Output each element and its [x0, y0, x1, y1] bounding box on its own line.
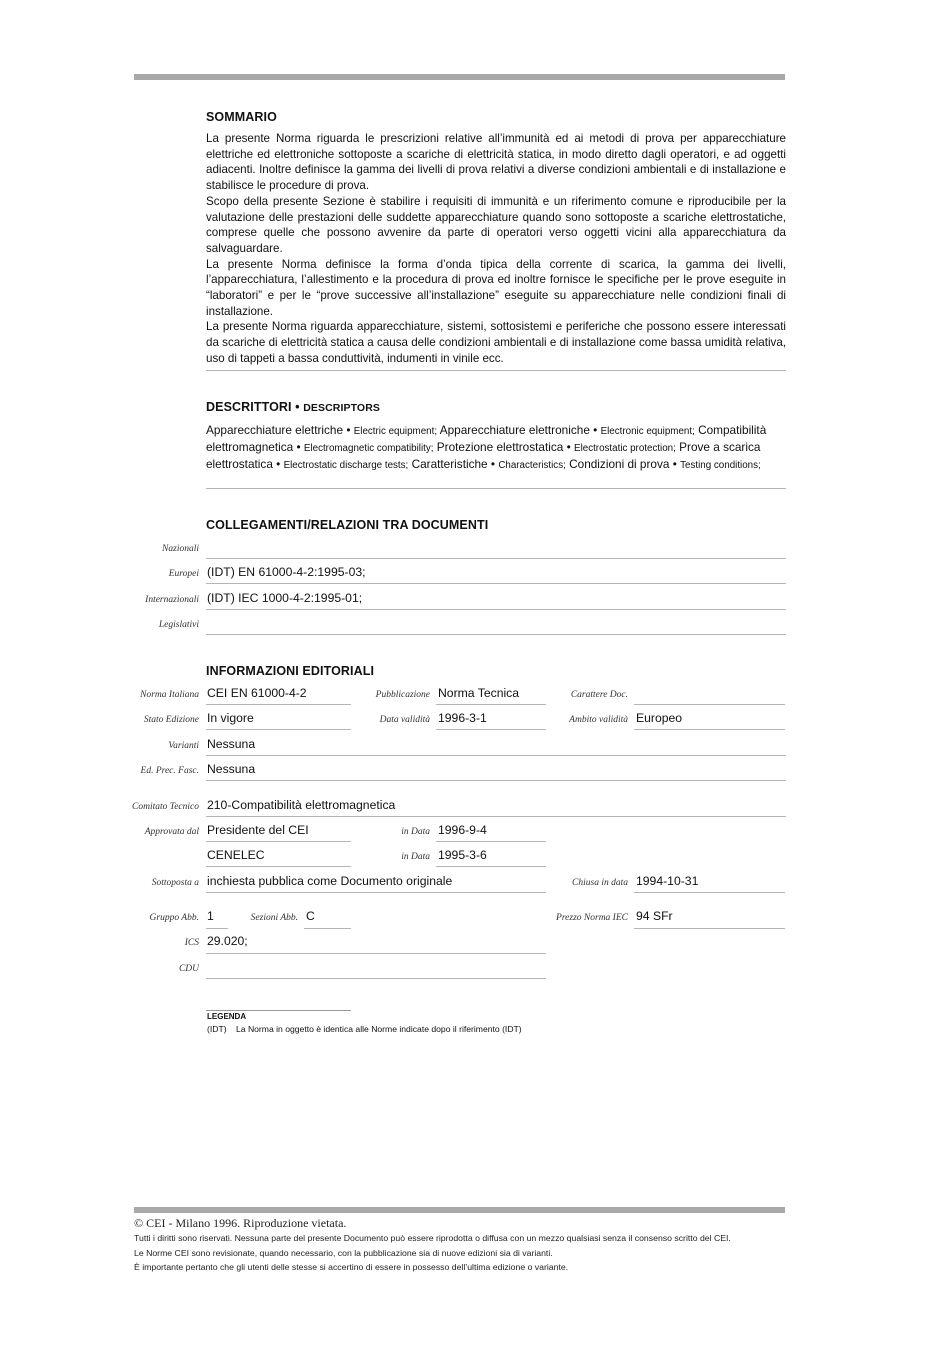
descrittori-title: DESCRITTORI • DESCRIPTORS — [206, 400, 380, 414]
stato-edizione-rule — [206, 729, 351, 730]
ambito-validita-label: Ambito validità — [569, 715, 628, 725]
ics-rule — [206, 953, 546, 954]
ics-value: 29.020; — [207, 934, 248, 948]
in-data-label-2: in Data — [401, 852, 430, 862]
bottom-rule — [134, 1207, 785, 1213]
sommario-paragraph: La presente Norma riguarda apparecchiature, sistemi, sottosistemi e periferiche che possono essere interessati da scariche di elettricità statica a causa delle condizioni ambientali e di installazione come bassa umidità relativa, uso di tappeti a bassa conduttività, indumenti in vinile ecc. — [206, 320, 786, 365]
descriptor-en: Electric equipment; — [353, 426, 438, 437]
legislativi-rule — [206, 634, 786, 635]
descriptor-it: Apparecchiature elettriche — [206, 423, 344, 437]
varianti-value: Nessuna — [207, 737, 256, 751]
pubblicazione-label: Pubblicazione — [375, 690, 430, 700]
chiusa-rule — [634, 892, 785, 893]
comitato-value: 210-Compatibilità elettromagnetica — [207, 798, 396, 812]
internazionali-rule — [206, 609, 786, 610]
sezioni-rule — [304, 928, 351, 929]
ed-prec-label: Ed. Prec. Fasc. — [140, 766, 199, 776]
varianti-rule — [206, 755, 786, 756]
data-validita-label: Data validità — [379, 715, 430, 725]
legenda-rule — [206, 1010, 351, 1011]
approvata-rule-2 — [206, 866, 351, 867]
descriptor-it: Condizioni di prova — [569, 456, 670, 471]
in-data-rule — [436, 841, 546, 842]
stato-edizione-label: Stato Edizione — [143, 715, 199, 725]
prezzo-value: 94 SFr — [636, 909, 673, 923]
europei-rule — [206, 583, 786, 584]
collegamenti-title: COLLEGAMENTI/RELAZIONI TRA DOCUMENTI — [206, 518, 489, 532]
comitato-label: Comitato Tecnico — [132, 802, 199, 812]
ed-prec-rule — [206, 780, 786, 781]
cdu-rule — [206, 978, 546, 979]
sottoposta-label: Sottoposta a — [151, 878, 199, 888]
pubblicazione-value: Norma Tecnica — [438, 686, 520, 700]
sommario-rule — [206, 370, 786, 371]
descrittori-rule — [206, 488, 786, 489]
legislativi-label: Legislativi — [158, 620, 199, 630]
carattere-doc-label: Carattere Doc. — [570, 690, 628, 700]
in-data-label: in Data — [401, 827, 430, 837]
descriptor-en: Electrostatic discharge tests; — [283, 459, 409, 471]
norma-italiana-label: Norma Italiana — [140, 690, 199, 700]
sottoposta-rule — [206, 892, 546, 893]
sommario-paragraph: La presente Norma riguarda le prescrizioni relative all’immunità ed ai metodi di prova per apparecchiature elettriche ed elettroniche sottoposte a scariche di elettricità statica, in modo diretto dagli operatori, e ad oggetti adiacenti. Inoltre definisce la gamma dei livelli di prova relativi a diverse condizioni ambientali e di installazione e stabilisce le procedure di prova. — [206, 132, 786, 193]
in-data-rule-2 — [436, 866, 546, 867]
sezioni-label: Sezioni Abb. — [250, 913, 298, 923]
data-validita-rule — [436, 729, 546, 730]
approvata-value: Presidente del CEI — [207, 823, 309, 837]
approvata-label: Approvata dal — [144, 827, 199, 837]
descriptor-it: Apparecchiature elettroniche — [439, 423, 590, 437]
varianti-label: Varianti — [168, 741, 199, 751]
internazionali-label: Internazionali — [145, 595, 199, 605]
data-validita-value: 1996-3-1 — [438, 711, 487, 725]
sommario-paragraph: La presente Norma definisce la forma d’onda tipica della corrente di scarica, la gamma dei livelli, l’apparecchiatura, l’allestimento e la procedura di prova ed inoltre fornisce le specifiche per le prove eseguite in “laboratori” e per le “prove successive all’installazione” eseguite su apparecchiature nelle condizioni finali di installazione. — [206, 257, 786, 318]
sezioni-value: C — [306, 909, 315, 923]
nazionali-label: Nazionali — [162, 544, 199, 554]
top-rule — [134, 74, 785, 80]
legenda-title: LEGENDA — [207, 1012, 247, 1021]
europei-value: (IDT) EN 61000-4-2:1995-03; — [207, 565, 366, 579]
gruppo-label: Gruppo Abb. — [149, 913, 199, 923]
gruppo-rule — [206, 928, 228, 929]
sottoposta-value: inchiesta pubblica come Documento originale — [207, 874, 453, 888]
descriptor-en: Testing conditions; — [680, 459, 761, 471]
descriptor-en: Electrostatic protection; — [574, 442, 676, 454]
legenda-code: (IDT) — [207, 1024, 227, 1034]
cdu-label: CDU — [178, 964, 199, 974]
descriptor-en: Electromagnetic compatibility; — [303, 442, 434, 454]
descrittori-title-en: DESCRIPTORS — [303, 402, 380, 414]
descrittori-title-it: DESCRITTORI — [206, 400, 292, 414]
nazionali-rule — [206, 558, 786, 559]
europei-label: Europei — [168, 569, 199, 579]
descrittori-list: Apparecchiature elettriche • Electric equipment; Apparecchiature elettroniche • Electronic equipment; Compatibilità elettromagnetica • Electromagnetic compatibility; Protezione elettrostatica • Electrostatic protection; Prove a scarica elettrostatica • Electrostatic discharge tests; Caratteristiche • Characteristics; Condizioni di prova • Testing conditions; — [206, 423, 767, 471]
legenda-text: La Norma in oggetto è identica alle Norme indicate dopo il riferimento (IDT) — [236, 1024, 522, 1034]
gruppo-value: 1 — [207, 909, 214, 923]
sommario-title: SOMMARIO — [206, 110, 277, 124]
informazioni-title: INFORMAZIONI EDITORIALI — [206, 664, 375, 678]
norma-italiana-value: CEI EN 61000-4-2 — [207, 686, 307, 700]
norma-italiana-rule — [206, 704, 351, 705]
descriptor-it: Protezione elettrostatica — [436, 439, 564, 454]
pubblicazione-rule — [436, 704, 546, 705]
carattere-doc-rule — [634, 704, 785, 705]
ambito-validita-value: Europeo — [636, 711, 683, 725]
descriptor-it: Compatibilità elettromagnetica — [206, 423, 767, 454]
footer-line: Tutti i diritti sono riservati. Nessuna parte del presente Documento può essere riprodotta o diffusa con un mezzo qualsiasi senza il consenso scritto del CEI. — [134, 1233, 731, 1243]
prezzo-label: Prezzo Norma IEC — [556, 913, 628, 923]
sommario-text — [206, 131, 786, 367]
descriptor-en: Electronic equipment; — [600, 426, 695, 437]
prezzo-rule — [634, 928, 785, 929]
descriptor-it: Caratteristiche — [411, 456, 488, 471]
descriptor-en: Characteristics; — [498, 459, 566, 471]
footer-line: È importante pertanto che gli utenti delle stesse si accertino di essere in possesso dell’ultima edizione o variante. — [134, 1262, 569, 1272]
copyright: © CEI - Milano 1996. Riproduzione vietata. — [134, 1216, 347, 1230]
comitato-rule — [206, 816, 786, 817]
internazionali-value: (IDT) IEC 1000-4-2:1995-01; — [207, 591, 363, 605]
in-data-value: 1996-9-4 — [438, 823, 487, 837]
approvata-value-2: CENELEC — [207, 848, 265, 862]
chiusa-label: Chiusa in data — [572, 878, 628, 888]
ed-prec-value: Nessuna — [207, 762, 256, 776]
descriptor-it: Prove a scarica elettrostatica — [206, 439, 761, 471]
stato-edizione-value: In vigore — [207, 711, 254, 725]
sommario-paragraph: Scopo della presente Sezione è stabilire i requisiti di immunità e un riferimento comune e riproducibile per la valutazione delle prestazioni delle suddette apparecchiature quando sono sottoposte a scariche elettrostatiche, comprese quelle che possono avvenire da parte di operatori verso oggetti vicini alla apparecchiatura da salvaguardare. — [206, 194, 786, 255]
approvata-rule — [206, 841, 351, 842]
chiusa-value: 1994-10-31 — [636, 874, 699, 888]
footer-line: Le Norme CEI sono revisionate, quando necessario, con la pubblicazione sia di nuove edizioni sia di varianti. — [134, 1248, 553, 1258]
in-data-value-2: 1995-3-6 — [438, 848, 487, 862]
ics-label: ICS — [184, 938, 199, 948]
ambito-validita-rule — [634, 729, 785, 730]
